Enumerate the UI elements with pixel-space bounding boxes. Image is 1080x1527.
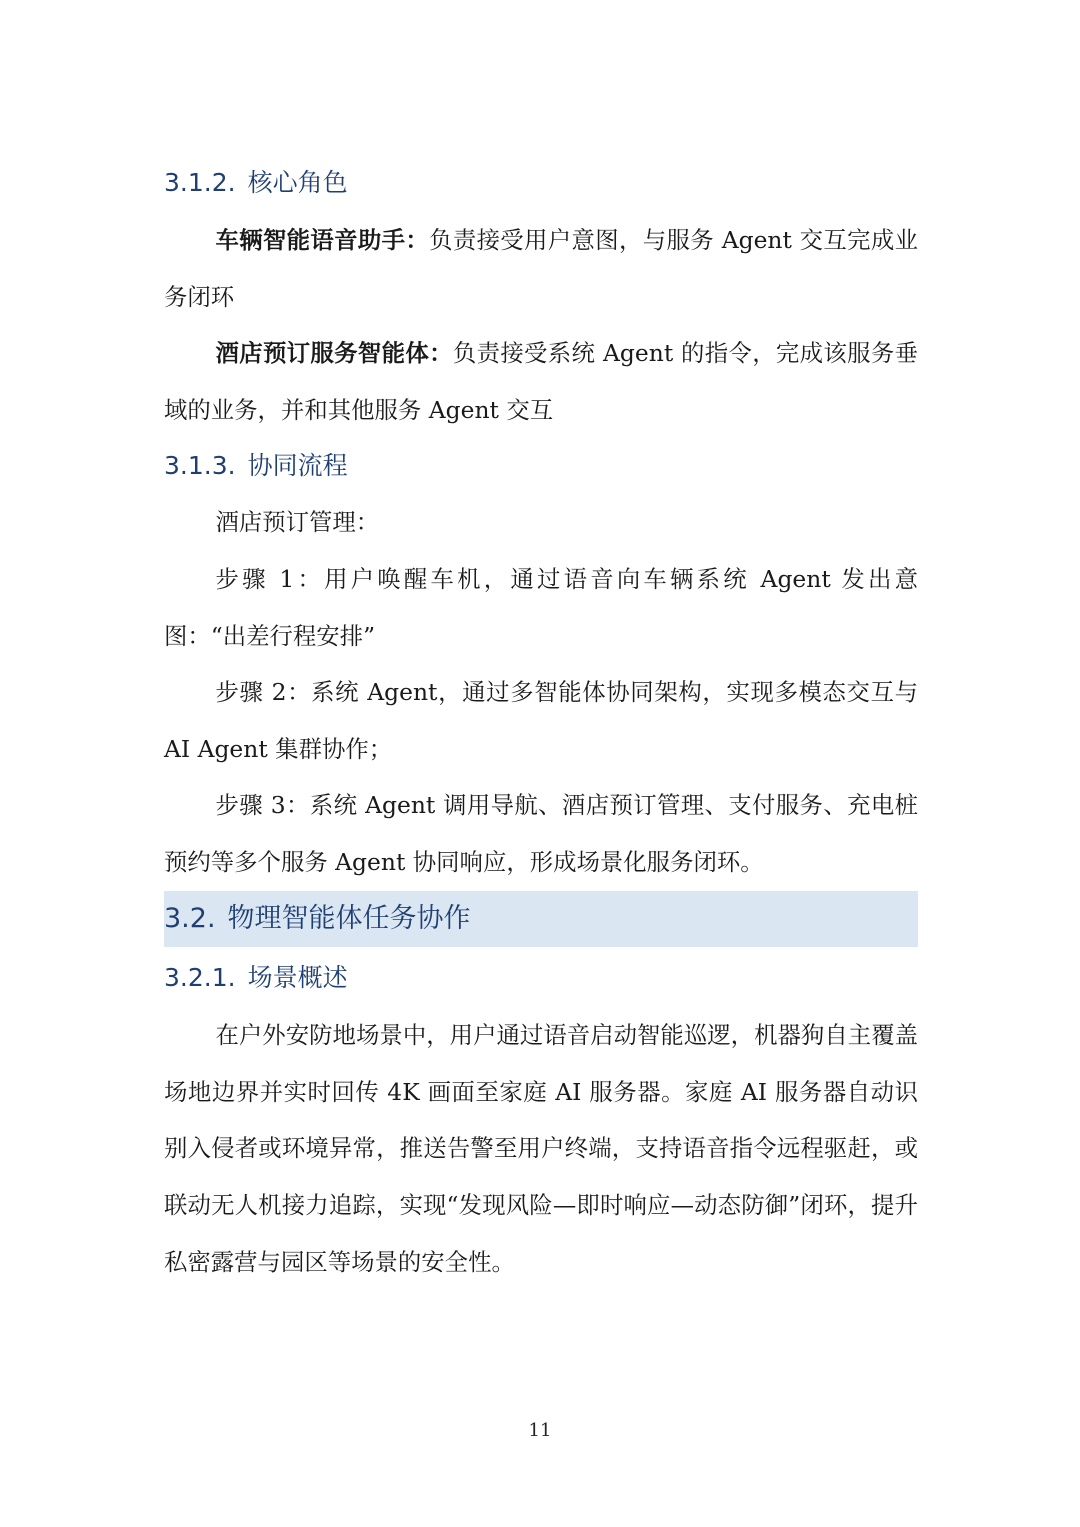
role-description: 负责接受用户意图，与服务 Agent 交互完成业务闭环 bbox=[164, 226, 918, 311]
role-paragraph-1 bbox=[164, 212, 918, 325]
heading-number: 3.2. bbox=[164, 903, 216, 934]
role-term: 酒店预订服务智能体： bbox=[215, 339, 453, 367]
scene-paragraph: 在户外安防地场景中，用户通过语音启动智能巡逻，机器狗自主覆盖场地边界并实时回传 4K 画面至家庭 AI 服务器。家庭 AI 服务器自动识别入侵者或环境异常，推送告警至用户终端，支持语音指令远程驱赶，或联动无人机接力追踪，实现“发现风险—即时响应—动态防御”闭环，提升私密露营与园区等场景的安全性。 bbox=[164, 1021, 918, 1276]
page-number: 11 bbox=[528, 1420, 552, 1441]
role-term: 车辆智能语音助手： bbox=[215, 226, 430, 254]
heading-title: 核心角色 bbox=[247, 168, 348, 197]
heading-3-2-1 bbox=[164, 960, 348, 996]
flow-intro: 酒店预订管理： bbox=[215, 508, 380, 536]
flow-step-3: 步骤 3：系统 Agent 调用导航、酒店预订管理、支付服务、充电桩预约等多个服务 Agent 协同响应，形成场景化服务闭环。 bbox=[164, 791, 918, 876]
heading-title: 协同流程 bbox=[247, 451, 348, 480]
heading-title: 场景概述 bbox=[247, 963, 348, 992]
role-description: 负责接受系统 Agent 的指令，完成该服务垂域的业务，并和其他服务 Agent 交互 bbox=[164, 339, 919, 424]
heading-title: 物理智能体任务协作 bbox=[227, 903, 471, 934]
heading-3-1-2 bbox=[164, 165, 348, 201]
flow-step-1: 步骤 1：用户唤醒车机，通过语音向车辆系统 Agent 发出意图：“出差行程安排” bbox=[164, 565, 918, 650]
heading-3-1-3 bbox=[164, 448, 348, 484]
heading-number: 3.2.1. bbox=[164, 963, 236, 992]
flow-step-2: 步骤 2：系统 Agent，通过多智能体协同架构，实现多模态交互与 AI Agent 集群协作； bbox=[164, 678, 918, 763]
heading-3-2 bbox=[164, 891, 918, 947]
role-paragraph-2 bbox=[164, 325, 918, 438]
heading-number: 3.1.3. bbox=[164, 451, 236, 480]
heading-number: 3.1.2. bbox=[164, 168, 236, 197]
